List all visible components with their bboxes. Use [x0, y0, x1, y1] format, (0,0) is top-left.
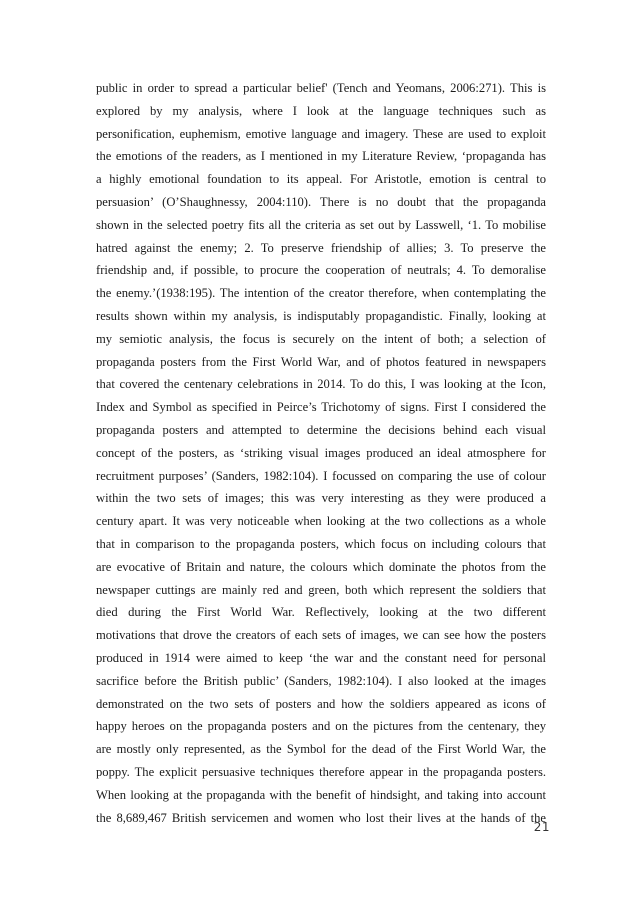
text-line: century apart. It was very noticeable when looking at the two collections as a whole — [96, 514, 546, 529]
text-line: are evocative of Britain and nature, the colours which dominate the photos from the — [96, 559, 546, 574]
text-line: that in comparison to the propaganda posters, which focus on including colours that — [96, 536, 546, 551]
text-line: Index and Symbol as specified in Peirce’s Trichotomy of signs. First I considered the — [96, 400, 546, 415]
text-line: propaganda posters and attempted to determine the decisions behind each visual — [96, 422, 546, 437]
text-line: a highly emotional foundation to its appeal. For Aristotle, emotion is central to — [96, 172, 546, 187]
text-line: persuasion’ (O’Shaughnessy, 2004:110). There is no doubt that the propaganda — [96, 194, 546, 209]
text-line: shown in the selected poetry fits all the criteria as set out by Lasswell, ‘1. To mobilise — [96, 217, 546, 232]
text-line: explored by my analysis, where I look at the language techniques such as — [96, 103, 546, 118]
text-line: my semiotic analysis, the focus is securely on the intent of both; a selection of — [96, 331, 546, 346]
text-line: propaganda posters from the First World War, and of photos featured in newspapers — [96, 354, 546, 369]
text-line: happy heroes on the propaganda posters and on the pictures from the centenary, they — [96, 719, 546, 734]
text-line: within the two sets of images; this was very interesting as they were produced a — [96, 491, 546, 506]
text-line: the 8,689,467 British servicemen and women who lost their lives at the hands of the — [96, 810, 546, 825]
text-line: When looking at the propaganda with the benefit of hindsight, and taking into account — [96, 787, 546, 802]
text-line: the enemy.’(1938:195). The intention of the creator therefore, when contemplating the — [96, 286, 546, 301]
text-line: concept of the posters, as ‘striking visual images produced an ideal atmosphere for — [96, 445, 546, 460]
text-line: newspaper cuttings are mainly red and green, both which represent the soldiers that — [96, 582, 546, 597]
text-line: that covered the centenary celebrations in 2014. To do this, I was looking at the Icon, — [96, 377, 546, 392]
text-line: motivations that drove the creators of each sets of images, we can see how the posters — [96, 628, 546, 643]
text-line: hatred against the enemy; 2. To preserve friendship of allies; 3. To preserve the — [96, 240, 546, 255]
text-line: personification, euphemism, emotive language and imagery. These are used to exploit — [96, 126, 546, 141]
body-paragraph — [96, 77, 546, 829]
text-line: friendship and, if possible, to procure the cooperation of neutrals; 4. To demoralise — [96, 263, 546, 278]
text-line: died during the First World War. Reflectively, looking at the two different — [96, 605, 546, 620]
text-line: the emotions of the readers, as I mentioned in my Literature Review, ‘propaganda has — [96, 149, 546, 164]
text-line: demonstrated on the two sets of posters and how the soldiers appeared as icons of — [96, 696, 546, 711]
text-line: poppy. The explicit persuasive techniques therefore appear in the propaganda posters. — [96, 764, 546, 779]
text-line: public in order to spread a particular belief' (Tench and Yeomans, 2006:271). This is — [96, 81, 546, 95]
text-line: produced in 1914 were aimed to keep ‘the war and the constant need for personal — [96, 650, 546, 665]
text-line: sacrifice before the British public’ (Sanders, 1982:104). I also looked at the images — [96, 673, 546, 688]
page-number: 21 — [533, 820, 550, 834]
text-line: are mostly only represented, as the Symbol for the dead of the First World War, the — [96, 742, 546, 757]
text-line: results shown within my analysis, is indisputably propagandistic. Finally, looking at — [96, 308, 546, 323]
text-line: recruitment purposes’ (Sanders, 1982:104). I focussed on comparing the use of colour — [96, 468, 546, 483]
